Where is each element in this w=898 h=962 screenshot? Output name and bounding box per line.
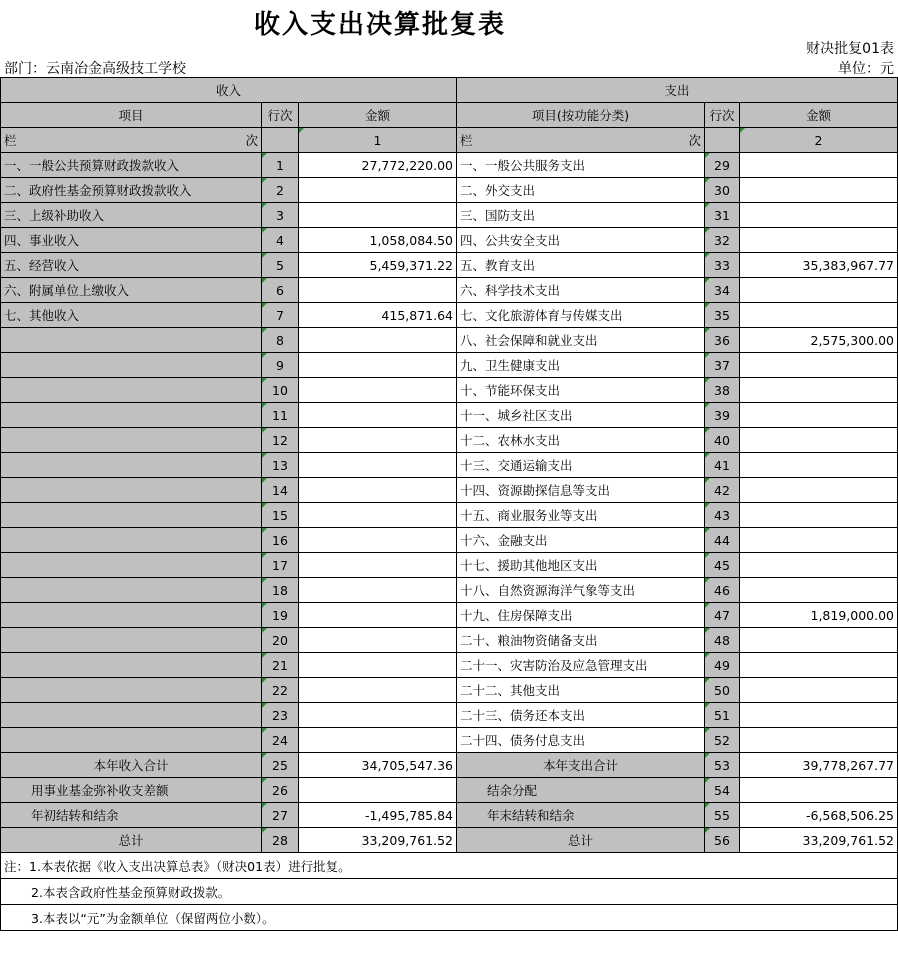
income-amount [299,678,457,703]
income-expense-table [0,77,898,931]
income-amount [299,328,457,353]
expense-row-no: 36 [705,328,740,353]
lan-label: 栏 [460,133,473,148]
expense-row-no: 49 [705,653,740,678]
expense-item: 九、卫生健康支出 [457,353,705,378]
income-amount [299,203,457,228]
summary-expense-row-no: 53 [705,753,740,778]
income-item [1,703,262,728]
income-amount: 27,772,220.00 [299,153,457,178]
table-row [1,478,898,503]
note-row [1,879,898,905]
income-amount [299,278,457,303]
income-row-no: 22 [262,678,299,703]
income-amount [299,553,457,578]
report-title: 收入支出决算批复表 [253,10,506,40]
income-row-no: 18 [262,578,299,603]
expense-row-no: 34 [705,278,740,303]
expense-row-no: 31 [705,203,740,228]
expense-rowno-header: 行次 [705,103,740,128]
summary-expense-item: 总计 [457,828,705,853]
expense-amount [740,628,898,653]
income-row-no: 20 [262,628,299,653]
expense-amount [740,203,898,228]
expense-row-no: 39 [705,403,740,428]
income-item [1,378,262,403]
income-row-no: 6 [262,278,299,303]
expense-lanci-cell [457,128,705,153]
summary-income-row-no: 25 [262,753,299,778]
summary-income-item: 总计 [1,828,262,853]
income-item [1,603,262,628]
table-row [1,653,898,678]
expense-row-no: 44 [705,528,740,553]
col1-number: 1 [299,128,457,153]
expense-amount-header: 金额 [740,103,898,128]
income-item-header: 项目 [1,103,262,128]
income-row-no: 3 [262,203,299,228]
expense-row-no: 33 [705,253,740,278]
income-row-no: 10 [262,378,299,403]
summary-income-row-no: 28 [262,828,299,853]
expense-row-no: 46 [705,578,740,603]
income-row-no: 1 [262,153,299,178]
expense-item: 三、国防支出 [457,203,705,228]
expense-amount: 35,383,967.77 [740,253,898,278]
expense-amount [740,728,898,753]
income-amount [299,453,457,478]
expense-amount [740,478,898,503]
income-row-no: 2 [262,178,299,203]
expense-row-no: 52 [705,728,740,753]
income-amount [299,503,457,528]
table-row [1,403,898,428]
income-row-no: 13 [262,453,299,478]
expense-item: 四、公共安全支出 [457,228,705,253]
note-row [1,853,898,879]
expense-item: 十六、金融支出 [457,528,705,553]
expense-amount [740,303,898,328]
ci-label: 次 [688,133,701,148]
income-item [1,403,262,428]
expense-item: 二十四、债务付息支出 [457,728,705,753]
income-item [1,478,262,503]
expense-amount [740,353,898,378]
expense-item: 七、文化旅游体育与传媒支出 [457,303,705,328]
summary-income-amount: 33,209,761.52 [299,828,457,853]
note-row [1,905,898,931]
income-row-no: 8 [262,328,299,353]
table-row [1,378,898,403]
expense-item: 二十一、灾害防治及应急管理支出 [457,653,705,678]
income-item: 七、其他收入 [1,303,262,328]
income-amount [299,703,457,728]
expense-row-no: 42 [705,478,740,503]
expense-row-no: 41 [705,453,740,478]
income-item: 三、上级补助收入 [1,203,262,228]
summary-row [1,828,898,853]
expense-amount [740,228,898,253]
income-row-no: 23 [262,703,299,728]
summary-row [1,803,898,828]
expense-header: 支出 [457,78,898,103]
expense-amount: 2,575,300.00 [740,328,898,353]
expense-row-no: 50 [705,678,740,703]
summary-row [1,753,898,778]
table-row [1,253,898,278]
department-label: 部门：云南冶金高级技工学校 [4,61,186,77]
expense-item: 六、科学技术支出 [457,278,705,303]
summary-income-row-no: 27 [262,803,299,828]
income-item [1,678,262,703]
summary-expense-item: 结余分配 [457,778,705,803]
income-amount [299,353,457,378]
income-amount [299,653,457,678]
summary-expense-amount: 33,209,761.52 [740,828,898,853]
income-amount [299,528,457,553]
income-row-no: 16 [262,528,299,553]
col2-number: 2 [740,128,898,153]
expense-item: 十二、农林水支出 [457,428,705,453]
income-amount [299,578,457,603]
income-item: 四、事业收入 [1,228,262,253]
income-item [1,628,262,653]
income-amount [299,428,457,453]
expense-amount [740,528,898,553]
table-row [1,278,898,303]
table-row [1,578,898,603]
table-row [1,628,898,653]
table-row [1,328,898,353]
expense-amount [740,453,898,478]
expense-amount [740,403,898,428]
expense-amount [740,653,898,678]
table-row [1,353,898,378]
income-row-no: 5 [262,253,299,278]
summary-income-amount: 34,705,547.36 [299,753,457,778]
income-row-no: 19 [262,603,299,628]
table-row [1,728,898,753]
income-item [1,353,262,378]
expense-amount [740,178,898,203]
income-blank-cell [262,128,299,153]
income-row-no: 21 [262,653,299,678]
form-code: 财决批复01表 [806,41,894,57]
expense-row-no: 32 [705,228,740,253]
expense-item: 十三、交通运输支出 [457,453,705,478]
income-row-no: 7 [262,303,299,328]
expense-item: 十九、住房保障支出 [457,603,705,628]
table-row [1,303,898,328]
income-item: 五、经营收入 [1,253,262,278]
note-text: 3.本表以“元”为金额单位（保留两位小数）。 [1,905,898,931]
income-lanci-cell [1,128,262,153]
summary-income-row-no: 26 [262,778,299,803]
income-amount [299,728,457,753]
table-row [1,228,898,253]
summary-income-amount [299,778,457,803]
expense-item-header: 项目(按功能分类) [457,103,705,128]
income-row-no: 17 [262,553,299,578]
expense-amount [740,378,898,403]
expense-amount [740,428,898,453]
expense-item: 十五、商业服务业等支出 [457,503,705,528]
lan-label: 栏 [4,133,17,148]
income-item [1,578,262,603]
income-header: 收入 [1,78,457,103]
income-row-no: 12 [262,428,299,453]
table-row [1,453,898,478]
income-item [1,503,262,528]
table-row [1,553,898,578]
expense-row-no: 45 [705,553,740,578]
expense-amount [740,503,898,528]
summary-expense-row-no: 54 [705,778,740,803]
expense-amount [740,678,898,703]
income-row-no: 11 [262,403,299,428]
income-item: 六、附属单位上缴收入 [1,278,262,303]
income-item [1,653,262,678]
table-row [1,153,898,178]
ci-label: 次 [245,133,258,148]
income-row-no: 14 [262,478,299,503]
table-row [1,178,898,203]
expense-item: 二十三、债务还本支出 [457,703,705,728]
expense-row-no: 47 [705,603,740,628]
summary-income-item: 用事业基金弥补收支差额 [1,778,262,803]
income-item [1,328,262,353]
income-row-no: 24 [262,728,299,753]
expense-amount [740,578,898,603]
summary-expense-amount: 39,778,267.77 [740,753,898,778]
expense-item: 五、教育支出 [457,253,705,278]
table-row [1,603,898,628]
income-item: 二、政府性基金预算财政拨款收入 [1,178,262,203]
summary-income-item: 年初结转和结余 [1,803,262,828]
note-text: 注：1.本表依据《收入支出决算总表》（财决01表）进行批复。 [1,853,898,879]
summary-income-item: 本年收入合计 [1,753,262,778]
expense-row-no: 38 [705,378,740,403]
income-item [1,728,262,753]
income-item [1,553,262,578]
expense-amount [740,703,898,728]
expense-row-no: 35 [705,303,740,328]
income-item: 一、一般公共预算财政拨款收入 [1,153,262,178]
income-amount [299,403,457,428]
income-row-no: 15 [262,503,299,528]
income-rowno-header: 行次 [262,103,299,128]
summary-expense-item: 本年支出合计 [457,753,705,778]
income-amount: 415,871.64 [299,303,457,328]
expense-row-no: 43 [705,503,740,528]
summary-row [1,778,898,803]
table-row [1,503,898,528]
expense-amount [740,278,898,303]
expense-row-no: 51 [705,703,740,728]
table-row [1,428,898,453]
income-amount [299,478,457,503]
expense-amount [740,553,898,578]
expense-item: 一、一般公共服务支出 [457,153,705,178]
table-row [1,678,898,703]
expense-row-no: 40 [705,428,740,453]
expense-item: 十七、援助其他地区支出 [457,553,705,578]
expense-item: 十一、城乡社区支出 [457,403,705,428]
income-amount: 5,459,371.22 [299,253,457,278]
summary-expense-amount: -6,568,506.25 [740,803,898,828]
income-amount [299,378,457,403]
expense-item: 十、节能环保支出 [457,378,705,403]
income-row-no: 9 [262,353,299,378]
table-row [1,703,898,728]
summary-expense-row-no: 55 [705,803,740,828]
income-item [1,453,262,478]
income-item [1,528,262,553]
table-row [1,203,898,228]
income-row-no: 4 [262,228,299,253]
expense-row-no: 30 [705,178,740,203]
expense-item: 二十、粮油物资储备支出 [457,628,705,653]
expense-row-no: 48 [705,628,740,653]
expense-item: 八、社会保障和就业支出 [457,328,705,353]
expense-blank-cell [705,128,740,153]
income-item [1,428,262,453]
income-amount-header: 金额 [299,103,457,128]
expense-amount [740,153,898,178]
income-amount [299,178,457,203]
expense-row-no: 29 [705,153,740,178]
note-text: 2.本表含政府性基金预算财政拨款。 [1,879,898,905]
income-amount: 1,058,084.50 [299,228,457,253]
income-amount [299,603,457,628]
expense-item: 二、外交支出 [457,178,705,203]
expense-item: 二十二、其他支出 [457,678,705,703]
expense-row-no: 37 [705,353,740,378]
expense-amount: 1,819,000.00 [740,603,898,628]
expense-item: 十四、资源勘探信息等支出 [457,478,705,503]
summary-expense-amount [740,778,898,803]
table-row [1,528,898,553]
summary-expense-item: 年末结转和结余 [457,803,705,828]
income-amount [299,628,457,653]
expense-item: 十八、自然资源海洋气象等支出 [457,578,705,603]
unit-label: 单位：元 [838,61,894,77]
summary-income-amount: -1,495,785.84 [299,803,457,828]
summary-expense-row-no: 56 [705,828,740,853]
